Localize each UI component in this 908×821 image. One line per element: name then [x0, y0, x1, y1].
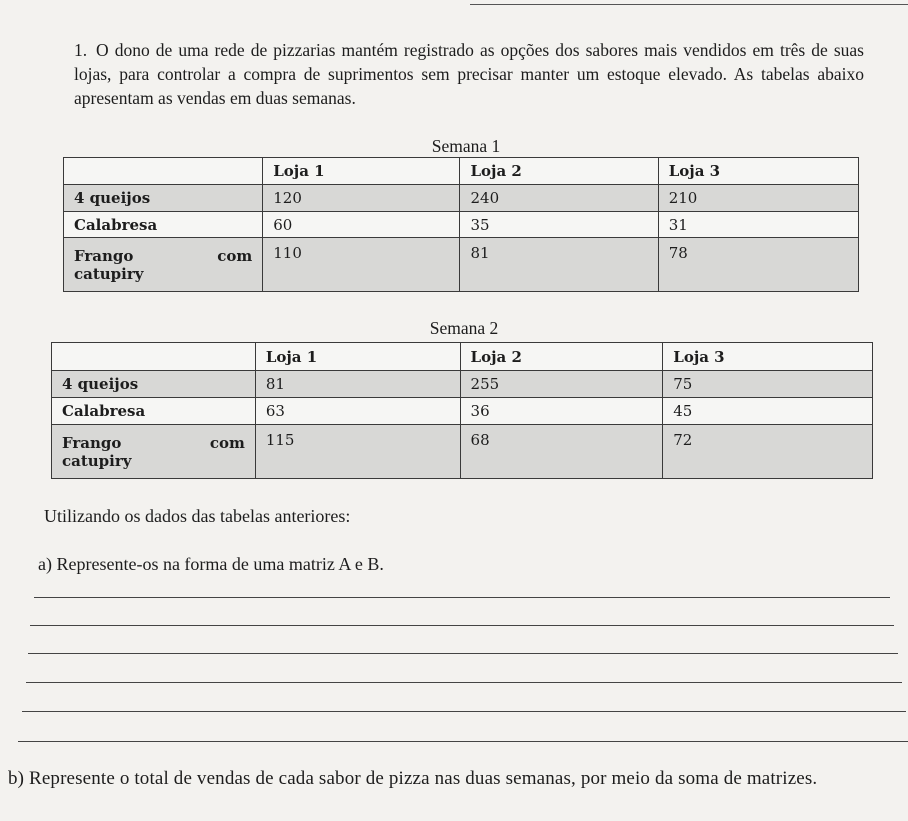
header-cell: Loja 2 [460, 158, 658, 185]
table-cell: 60 [263, 212, 460, 238]
table-cell: 110 [263, 238, 460, 292]
table-cell: 240 [460, 185, 658, 212]
table-cell: 81 [460, 238, 658, 292]
table-header-row [64, 158, 859, 185]
question-body: O dono de uma rede de pizzarias mantém registrado as opções dos sabores mais vendidos em três de suas lojas, para controlar a compra de suprimentos sem precisar manter um estoque elevado. As tabelas abaixo apresentam as vendas em duas semanas. [74, 40, 864, 108]
table-row [52, 425, 873, 479]
table-semana-1 [63, 157, 859, 292]
table-cell: 75 [663, 371, 873, 398]
row-label-part: Frango [62, 433, 122, 452]
header-cell: Loja 3 [663, 343, 873, 371]
table-header-row [52, 343, 873, 371]
item-b-text: b) Represente o total de vendas de cada sabor de pizza nas duas semanas, por meio da soma de matrizes. [8, 768, 818, 789]
table-cell: 78 [658, 238, 858, 292]
row-label: Calabresa [52, 398, 256, 425]
table-row [52, 398, 873, 425]
table-cell: 36 [460, 398, 663, 425]
table-cell: 81 [255, 371, 460, 398]
header-cell: Loja 1 [255, 343, 460, 371]
row-label-part: Frango [74, 246, 134, 265]
table-cell: 35 [460, 212, 658, 238]
header-cell [64, 158, 263, 185]
table-row [64, 238, 859, 292]
table-1-caption: Semana 1 [431, 136, 501, 156]
table-cell: 68 [460, 425, 663, 479]
table-2-caption: Semana 2 [429, 318, 499, 338]
table-row [64, 185, 859, 212]
table-cell: 72 [663, 425, 873, 479]
answer-line [22, 711, 906, 712]
row-label: Calabresa [64, 212, 263, 238]
item-a-text: a) Represente-os na forma de uma matriz A e B. [38, 554, 384, 574]
question-text [74, 38, 864, 110]
row-label: 4 queijos [64, 185, 263, 212]
table-row [52, 371, 873, 398]
table-cell: 63 [255, 398, 460, 425]
table-cell: 210 [658, 185, 858, 212]
table-cell: 120 [263, 185, 460, 212]
answer-line [18, 741, 908, 742]
question-number: 1. [74, 40, 88, 60]
top-rule [470, 4, 908, 5]
answer-line [26, 682, 902, 683]
instruction-text: Utilizando os dados das tabelas anteriores: [44, 506, 351, 526]
row-label-part: catupiry [74, 264, 144, 283]
row-label [64, 238, 263, 292]
table-cell: 255 [460, 371, 663, 398]
answer-line [30, 625, 894, 626]
table-semana-2 [51, 342, 873, 479]
row-label-part: catupiry [62, 451, 132, 470]
table-row [64, 212, 859, 238]
table-cell: 45 [663, 398, 873, 425]
row-label [52, 425, 256, 479]
header-cell: Loja 3 [658, 158, 858, 185]
answer-line [28, 653, 898, 654]
table-cell: 31 [658, 212, 858, 238]
header-cell [52, 343, 256, 371]
header-cell: Loja 1 [263, 158, 460, 185]
header-cell: Loja 2 [460, 343, 663, 371]
table-cell: 115 [255, 425, 460, 479]
row-label: 4 queijos [52, 371, 256, 398]
row-label-part: com [209, 433, 245, 452]
answer-line [34, 597, 890, 598]
row-label-part: com [217, 246, 253, 265]
